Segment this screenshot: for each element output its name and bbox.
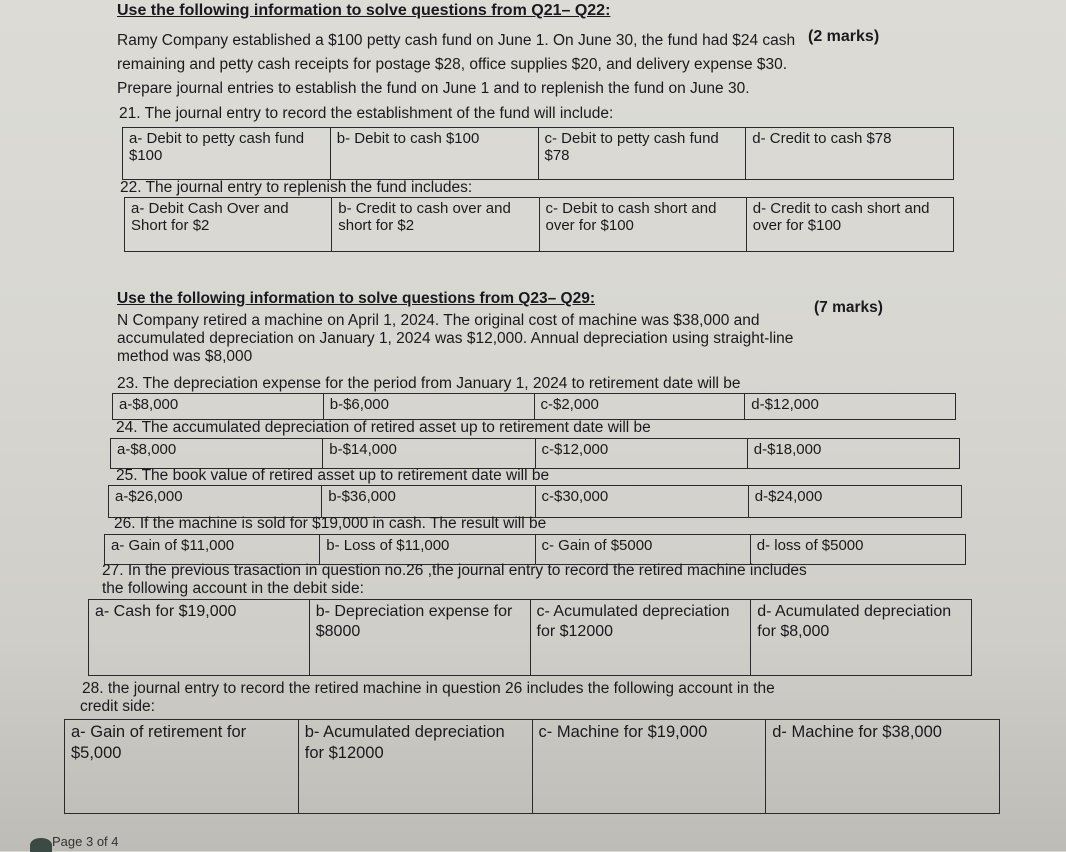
option-d[interactable]: d- Acumulated depreciation for $8,000 — [751, 600, 972, 676]
question-28-text-cont: credit side: — [80, 698, 155, 715]
question-27-options — [88, 599, 972, 676]
section2-marks: (7 marks) — [814, 299, 883, 316]
page-number: Page 3 of 4 — [52, 834, 119, 849]
question-25-options — [108, 485, 962, 518]
option-d[interactable]: d-$18,000 — [747, 439, 959, 469]
option-b[interactable]: b-$36,000 — [322, 486, 535, 518]
option-d[interactable]: d- Machine for $38,000 — [766, 720, 1000, 814]
option-d[interactable]: d- loss of $5000 — [750, 535, 965, 565]
question-21-options — [122, 127, 954, 180]
option-a[interactable]: a- Gain of $11,000 — [105, 535, 320, 565]
option-c[interactable]: c- Acumulated depreciation for $12000 — [530, 600, 751, 676]
option-c[interactable]: c- Machine for $19,000 — [532, 720, 766, 814]
option-a[interactable]: a- Cash for $19,000 — [89, 600, 310, 676]
section1-intro-line: remaining and petty cash receipts for postage $28, office supplies $20, and delivery expense $30. — [117, 56, 788, 73]
section2-header: Use the following information to solve questions from Q23– Q29: — [117, 290, 595, 307]
question-27-text-cont: the following account in the debit side: — [102, 580, 364, 597]
question-26-options — [104, 534, 966, 565]
option-c[interactable]: c- Debit to cash short and over for $100 — [539, 198, 746, 252]
option-a[interactable]: a-$26,000 — [109, 486, 322, 518]
option-c[interactable]: c-$12,000 — [535, 439, 747, 469]
option-b[interactable]: b- Acumulated depreciation for $12000 — [298, 720, 532, 814]
question-23-text: 23. The depreciation expense for the period from January 1, 2024 to retirement date will be — [117, 375, 741, 392]
question-28-text: 28. the journal entry to record the retired machine in question 26 includes the following account in the — [82, 680, 775, 697]
section1-header: Use the following information to solve questions from Q21– Q22: — [117, 2, 611, 19]
option-d[interactable]: d- Credit to cash $78 — [746, 128, 954, 180]
option-a[interactable]: a- Gain of retirement for $5,000 — [65, 720, 299, 814]
option-c[interactable]: c- Debit to petty cash fund $78 — [538, 128, 746, 180]
option-d[interactable]: d-$24,000 — [748, 486, 961, 518]
question-25-text: 25. The book value of retired asset up to retirement date will be — [116, 467, 550, 484]
section2-intro-line: method was $8,000 — [117, 348, 253, 365]
question-24-options — [110, 438, 960, 469]
option-a[interactable]: a-$8,000 — [111, 439, 323, 469]
section1-intro-line: Prepare journal entries to establish the fund on June 1 and to replenish the fund on June 30. — [117, 80, 750, 97]
question-21-text: 21. The journal entry to record the establishment of the fund will include: — [119, 105, 614, 122]
option-a[interactable]: a- Debit to petty cash fund $100 — [123, 128, 331, 180]
option-b[interactable]: b- Loss of $11,000 — [320, 535, 535, 565]
question-28-options — [64, 719, 1000, 814]
section1-marks: (2 marks) — [808, 28, 880, 45]
option-d[interactable]: d-$12,000 — [745, 394, 956, 420]
question-23-options — [112, 393, 956, 420]
option-b[interactable]: b- Depreciation expense for $8000 — [309, 600, 530, 676]
section2-intro-line: accumulated depreciation on January 1, 2024 was $12,000. Annual depreciation using straight-line — [117, 330, 794, 347]
option-b[interactable]: b-$14,000 — [323, 439, 535, 469]
option-c[interactable]: c-$30,000 — [535, 486, 748, 518]
option-a[interactable]: a-$8,000 — [113, 394, 324, 420]
option-a[interactable]: a- Debit Cash Over and Short for $2 — [125, 198, 332, 252]
question-24-text: 24. The accumulated depreciation of retired asset up to retirement date will be — [116, 419, 651, 436]
option-c[interactable]: c-$2,000 — [534, 394, 745, 420]
section1-intro-line: Ramy Company established a $100 petty cash fund on June 1. On June 30, the fund had $24 cash — [117, 32, 796, 49]
option-b[interactable]: b-$6,000 — [323, 394, 534, 420]
option-b[interactable]: b- Debit to cash $100 — [330, 128, 538, 180]
option-b[interactable]: b- Credit to cash over and short for $2 — [332, 198, 539, 252]
option-c[interactable]: c- Gain of $5000 — [535, 535, 750, 565]
page-indicator-icon — [30, 838, 52, 852]
question-22-options — [124, 197, 954, 252]
question-27-text: 27. In the previous trasaction in question no.26 ,the journal entry to record the retired machine includes — [102, 562, 807, 579]
section2-intro-line: N Company retired a machine on April 1, 2024. The original cost of machine was $38,000 and — [117, 312, 760, 329]
option-d[interactable]: d- Credit to cash short and over for $100 — [746, 198, 953, 252]
question-22-text: 22. The journal entry to replenish the fund includes: — [120, 179, 473, 196]
question-26-text: 26. If the machine is sold for $19,000 in cash. The result will be — [114, 515, 547, 532]
